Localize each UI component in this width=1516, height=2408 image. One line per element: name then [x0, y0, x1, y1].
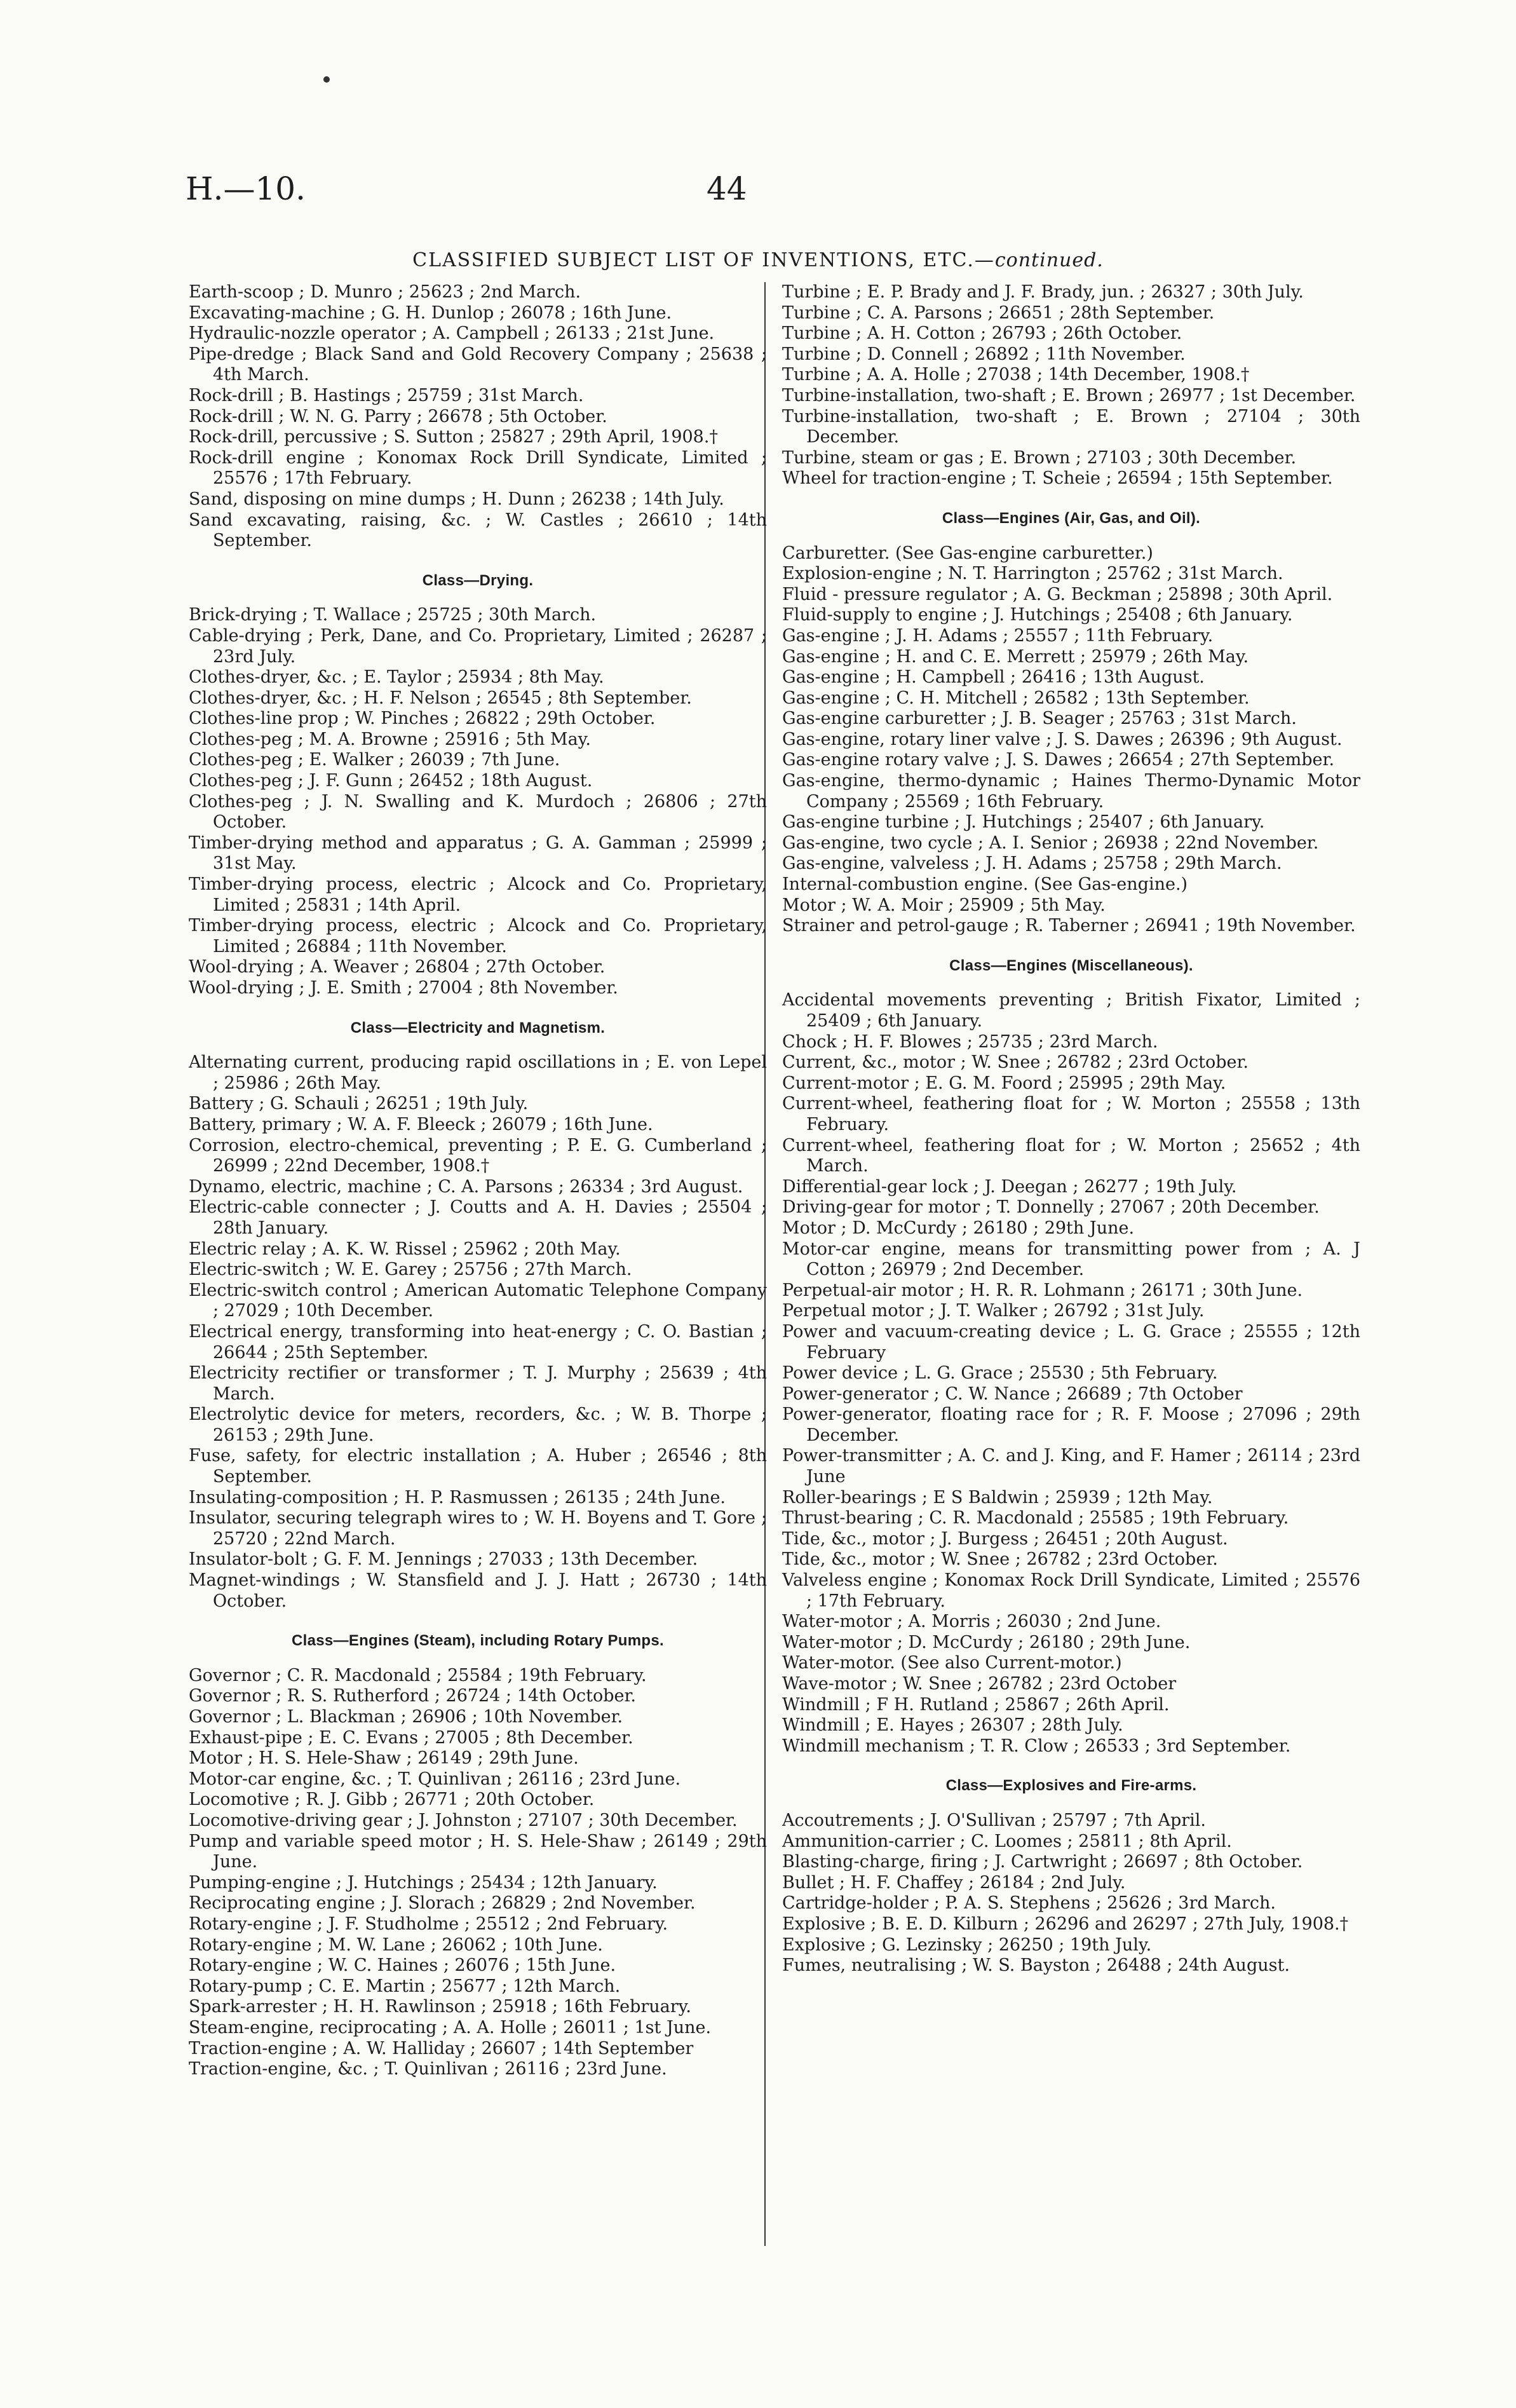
list-item: Gas-engine carburetter ; J. B. Seager ; 25763 ; 31st March. [782, 709, 1297, 729]
list-item: Chock ; H. F. Blowes ; 25735 ; 23rd March. [782, 1031, 1158, 1052]
list-item: Motor ; H. S. Hele-Shaw ; 26149 ; 29th June. [189, 1748, 579, 1769]
list-item: Blasting-charge, firing ; J. Cartwright ; 26697 ; 8th October. [782, 1852, 1303, 1872]
list-item: Timber-drying process, electric ; Alcock and Co. Proprietary, Limited ; 26884 ; 11th November. [189, 916, 767, 956]
list-item: Battery, primary ; W. A. F. Bleeck ; 26079 ; 16th June. [189, 1114, 653, 1134]
list-item: Traction-engine ; A. W. Halliday ; 26607 ; 14th September [189, 2038, 694, 2058]
list-item: Gas-engine ; H. Campbell ; 26416 ; 13th August. [782, 667, 1205, 688]
list-item: Cable-drying ; Perk, Dane, and Co. Proprietary, Limited ; 26287 ; 23rd July. [189, 625, 767, 667]
list-item: Governor ; R. S. Rutherford ; 26724 ; 14th October. [189, 1686, 636, 1706]
list-item: Electric-switch control ; American Automatic Telephone Company ; 27029 ; 10th December. [189, 1280, 767, 1321]
series-number: H.—10. [186, 170, 306, 207]
list-item: Cartridge-holder ; P. A. S. Stephens ; 25626 ; 3rd March. [782, 1893, 1276, 1914]
list-item: Pump and variable speed motor ; H. S. Hele-Shaw ; 26149 ; 29th June. [189, 1831, 767, 1872]
list-item: Turbine, steam or gas ; E. Brown ; 27103 ; 30th December. [782, 447, 1297, 468]
list-item: Fluid-supply to engine ; J. Hutchings ; 25408 ; 6th January. [782, 605, 1293, 625]
list-item: Gas-engine ; H. and C. E. Merrett ; 25979 ; 26th May. [782, 646, 1249, 667]
list-item: Ammunition-carrier ; C. Loomes ; 25811 ; 8th April. [782, 1831, 1232, 1851]
list-item: Accidental movements preventing ; British Fixator, Limited ; 25409 ; 6th January. [782, 990, 1360, 1031]
list-item: Water-motor ; D. McCurdy ; 26180 ; 29th June. [782, 1632, 1191, 1652]
list-item: Steam-engine, reciprocating ; A. A. Holle ; 26011 ; 1st June. [189, 2017, 712, 2037]
list-item: Tide, &c., motor ; W. Snee ; 26782 ; 23rd October. [782, 1549, 1218, 1570]
list-item: Current-motor ; E. G. M. Foord ; 25995 ; 29th May. [782, 1073, 1226, 1093]
list-item: Thrust-bearing ; C. R. Macdonald ; 25585 ; 19th February. [782, 1508, 1289, 1528]
list-item: Timber-drying method and apparatus ; G. A. Gamman ; 25999 ; 31st May. [189, 833, 767, 874]
list-item: Gas-engine, valveless ; J. H. Adams ; 25758 ; 29th March. [782, 854, 1282, 874]
section-heading: Class—Engines (Air, Gas, and Oil). [942, 509, 1201, 527]
list-item: Hydraulic-nozzle operator ; A. Campbell ; 26133 ; 21st June. [189, 323, 715, 344]
list-item: Clothes-peg ; M. A. Browne ; 25916 ; 5th May. [189, 729, 591, 749]
list-item: Rotary-engine ; W. C. Haines ; 26076 ; 15th June. [189, 1956, 616, 1976]
list-item: Excavating-machine ; G. H. Dunlop ; 26078 ; 16th June. [189, 303, 672, 323]
list-item: Insulating-composition ; H. P. Rasmussen ; 26135 ; 24th June. [189, 1487, 726, 1507]
list-item: Electric-switch ; W. E. Garey ; 25756 ; 27th March. [189, 1260, 632, 1280]
list-item: Internal-combustion engine. (See Gas-engine.) [782, 874, 1188, 895]
section-heading: Class—Drying. [422, 571, 534, 589]
list-item: Turbine ; E. P. Brady and J. F. Brady, jun. ; 26327 ; 30th July. [782, 282, 1304, 302]
list-item: Perpetual-air motor ; H. R. R. Lohmann ; 26171 ; 30th June. [782, 1280, 1303, 1300]
list-item: Spark-arrester ; H. H. Rawlinson ; 25918 ; 16th February. [189, 1997, 691, 2017]
list-item: Strainer and petrol-gauge ; R. Taberner ; 26941 ; 19th November. [782, 916, 1356, 936]
list-item: Clothes-line prop ; W. Pinches ; 26822 ; 29th October. [189, 709, 656, 729]
list-item: Accoutrements ; J. O'Sullivan ; 25797 ; 7th April. [782, 1810, 1206, 1830]
list-item: Current-wheel, feathering float for ; W. Morton ; 25652 ; 4th March. [782, 1135, 1360, 1176]
list-item: Earth-scoop ; D. Munro ; 25623 ; 2nd March. [189, 282, 581, 302]
list-item: Wheel for traction-engine ; T. Scheie ; 26594 ; 15th September. [782, 468, 1333, 489]
list-item: Turbine-installation, two-shaft ; E. Brown ; 26977 ; 1st December. [782, 385, 1356, 405]
list-item: Motor ; W. A. Moir ; 25909 ; 5th May. [782, 895, 1106, 915]
list-item: Electricity rectifier or transformer ; T. J. Murphy ; 25639 ; 4th March. [189, 1363, 767, 1404]
list-item: Current-wheel, feathering float for ; W. Morton ; 25558 ; 13th February. [782, 1094, 1360, 1134]
class-section [782, 508, 1360, 937]
list-item: Corrosion, electro-chemical, preventing ; P. E. G. Cumberland ; 26999 ; 22nd December, 1908.† [189, 1135, 767, 1176]
intro-entry-list [782, 282, 1360, 489]
right-column [782, 282, 1360, 1976]
list-item: Gas-engine, rotary liner valve ; J. S. Dawes ; 26396 ; 9th August. [782, 729, 1343, 749]
list-item: Rotary-pump ; C. E. Martin ; 25677 ; 12th March. [189, 1976, 621, 1996]
list-item: Water-motor ; A. Morris ; 26030 ; 2nd June. [782, 1612, 1161, 1632]
list-item: Electric-cable connecter ; J. Coutts and A. H. Davies ; 25504 ; 28th January. [189, 1197, 767, 1238]
list-item: Valveless engine ; Konomax Rock Drill Syndicate, Limited ; 25576 ; 17th February. [782, 1570, 1360, 1611]
list-item: Motor-car engine, means for transmitting power from ; A. J Cotton ; 26979 ; 2nd December. [782, 1239, 1360, 1280]
list-item: Magnet-windings ; W. Stansfield and J. J. Hatt ; 26730 ; 14th October. [189, 1570, 767, 1611]
list-item: Clothes-dryer, &c. ; E. Taylor ; 25934 ; 8th May. [189, 667, 604, 688]
section-heading: Class—Electricity and Magnetism. [350, 1019, 606, 1037]
list-item: Exhaust-pipe ; E. C. Evans ; 27005 ; 8th December. [189, 1727, 633, 1748]
list-item: Turbine ; A. H. Cotton ; 26793 ; 26th October. [782, 323, 1182, 344]
list-item: Bullet ; H. F. Chaffey ; 26184 ; 2nd July. [782, 1872, 1126, 1893]
list-item: Turbine-installation, two-shaft ; E. Brown ; 27104 ; 30th December. [782, 406, 1360, 447]
list-item: Tide, &c., motor ; J. Burgess ; 26451 ; 20th August. [782, 1528, 1228, 1549]
list-item: Rock-drill, percussive ; S. Sutton ; 25827 ; 29th April, 1908.† [189, 427, 718, 447]
list-item: Clothes-peg ; J. N. Swalling and K. Murdoch ; 26806 ; 27th October. [189, 791, 767, 833]
class-section [782, 1776, 1360, 1976]
list-item: Power and vacuum-creating device ; L. G. Grace ; 25555 ; 12th February [782, 1321, 1360, 1363]
list-item: Power-transmitter ; A. C. and J. King, and F. Hamer ; 26114 ; 23rd June [782, 1446, 1360, 1487]
list-item: Electric relay ; A. K. W. Rissel ; 25962 ; 20th May. [189, 1239, 621, 1259]
list-item: Wool-drying ; J. E. Smith ; 27004 ; 8th November. [189, 978, 618, 998]
list-item: Power-generator, floating race for ; R. F. Moose ; 27096 ; 29th December. [782, 1405, 1360, 1445]
list-item: Electrolytic device for meters, recorders, &c. ; W. B. Thorpe ; 26153 ; 29th June. [189, 1405, 767, 1445]
list-item: Locomotive-driving gear ; J. Johnston ; 27107 ; 30th December. [189, 1810, 738, 1830]
list-item: Sand excavating, raising, &c. ; W. Castles ; 26610 ; 14th September. [189, 510, 767, 551]
list-item: Wool-drying ; A. Weaver ; 26804 ; 27th October. [189, 957, 606, 977]
list-item: Clothes-peg ; E. Walker ; 26039 ; 7th June. [189, 750, 560, 770]
list-item: Windmill ; F H. Rutland ; 25867 ; 26th April. [782, 1694, 1170, 1715]
page-title-text: CLASSIFIED SUBJECT LIST OF INVENTIONS, ETC.— [412, 249, 995, 271]
list-item: Explosion-engine ; N. T. Harrington ; 25762 ; 31st March. [782, 564, 1283, 584]
list-item: Motor ; D. McCurdy ; 26180 ; 29th June. [782, 1218, 1135, 1238]
list-item: Brick-drying ; T. Wallace ; 25725 ; 30th March. [189, 605, 597, 625]
list-item: Rock-drill ; W. N. G. Parry ; 26678 ; 5th October. [189, 406, 607, 426]
list-item: Insulator-bolt ; G. F. M. Jennings ; 27033 ; 13th December. [189, 1549, 698, 1570]
list-item: Clothes-peg ; J. F. Gunn ; 26452 ; 18th August. [189, 771, 593, 791]
list-item: Explosive ; G. Lezinsky ; 26250 ; 19th July. [782, 1935, 1152, 1955]
list-item: Fuse, safety, for electric installation ; A. Huber ; 26546 ; 8th September. [189, 1446, 767, 1487]
list-item: Gas-engine ; J. H. Adams ; 25557 ; 11th February. [782, 625, 1214, 646]
list-item: Windmill mechanism ; T. R. Clow ; 26533 ; 3rd September. [782, 1736, 1291, 1756]
list-item: Turbine ; C. A. Parsons ; 26651 ; 28th September. [782, 303, 1215, 323]
list-item: Gas-engine rotary valve ; J. S. Dawes ; 26654 ; 27th September. [782, 750, 1335, 770]
list-item: Explosive ; B. E. D. Kilburn ; 26296 and 26297 ; 27th July, 1908.† [782, 1914, 1349, 1934]
page-title [0, 249, 1516, 271]
list-item: Current, &c., motor ; W. Snee ; 26782 ; 23rd October. [782, 1052, 1249, 1073]
class-section [189, 1018, 767, 1612]
page-title-continued: continued. [994, 249, 1104, 271]
list-item: Windmill ; E. Hayes ; 26307 ; 28th July. [782, 1715, 1123, 1736]
list-item: Dynamo, electric, machine ; C. A. Parsons ; 26334 ; 3rd August. [189, 1176, 743, 1197]
list-item: Locomotive ; R. J. Gibb ; 26771 ; 20th October. [189, 1790, 595, 1810]
class-section [189, 571, 767, 999]
list-item: Fumes, neutralising ; W. S. Bayston ; 26488 ; 24th August. [782, 1956, 1290, 1976]
page-number: 44 [707, 170, 747, 207]
list-item: Power device ; L. G. Grace ; 25530 ; 5th February. [782, 1363, 1218, 1384]
list-item: Clothes-dryer, &c. ; H. F. Nelson ; 26545 ; 8th September. [189, 688, 692, 708]
class-section [189, 1631, 767, 2079]
list-item: Pumping-engine ; J. Hutchings ; 25434 ; 12th January. [189, 1872, 658, 1893]
section-heading: Class—Explosives and Fire-arms. [945, 1777, 1197, 1795]
section-heading: Class—Engines (Miscellaneous). [949, 956, 1193, 974]
section-heading: Class—Engines (Steam), including Rotary Pumps. [292, 1632, 664, 1650]
list-item: Rotary-engine ; J. F. Studholme ; 25512 ; 2nd February. [189, 1914, 668, 1934]
list-item: Rotary-engine ; M. W. Lane ; 26062 ; 10th June. [189, 1935, 603, 1955]
list-item: Turbine ; A. A. Holle ; 27038 ; 14th December, 1908.† [782, 365, 1250, 385]
list-item: Water-motor. (See also Current-motor.) [782, 1653, 1122, 1673]
list-item: Differential-gear lock ; J. Deegan ; 26277 ; 19th July. [782, 1176, 1237, 1197]
list-item: Traction-engine, &c. ; T. Quinlivan ; 26116 ; 23rd June. [189, 2059, 667, 2079]
list-item: Rock-drill engine ; Konomax Rock Drill Syndicate, Limited ; 25576 ; 17th February. [189, 447, 767, 489]
list-item: Timber-drying process, electric ; Alcock and Co. Proprietary, Limited ; 25831 ; 14th April. [189, 874, 767, 915]
list-item: Sand, disposing on mine dumps ; H. Dunn ; 26238 ; 14th July. [189, 489, 724, 509]
list-item: Wave-motor ; W. Snee ; 26782 ; 23rd October [782, 1674, 1177, 1694]
list-item: Power-generator ; C. W. Nance ; 26689 ; 7th October [782, 1384, 1243, 1404]
list-item: Reciprocating engine ; J. Slorach ; 26829 ; 2nd November. [189, 1893, 696, 1914]
list-item: Gas-engine, two cycle ; A. I. Senior ; 26938 ; 22nd November. [782, 833, 1319, 853]
intro-entry-list [189, 282, 767, 552]
list-item: Gas-engine ; C. H. Mitchell ; 26582 ; 13th September. [782, 688, 1250, 708]
list-item: Gas-engine, thermo-dynamic ; Haines Thermo-Dynamic Motor Company ; 25569 ; 16th February. [782, 771, 1360, 812]
list-item: Roller-bearings ; E S Baldwin ; 25939 ; 12th May. [782, 1487, 1213, 1507]
list-item: Perpetual motor ; J. T. Walker ; 26792 ; 31st July. [782, 1301, 1205, 1321]
list-item: Governor ; C. R. Macdonald ; 25584 ; 19th February. [189, 1665, 647, 1685]
list-item: Motor-car engine, &c. ; T. Quinlivan ; 26116 ; 23rd June. [189, 1769, 681, 1789]
list-item: Fluid - pressure regulator ; A. G. Beckman ; 25898 ; 30th April. [782, 584, 1333, 604]
list-item: Gas-engine turbine ; J. Hutchings ; 25407 ; 6th January. [782, 812, 1265, 833]
list-item: Turbine ; D. Connell ; 26892 ; 11th November. [782, 344, 1186, 364]
list-item: Pipe-dredge ; Black Sand and Gold Recovery Company ; 25638 ; 4th March. [189, 344, 767, 385]
class-section [782, 956, 1360, 1757]
list-item: Governor ; L. Blackman ; 26906 ; 10th November. [189, 1707, 623, 1727]
left-column [189, 282, 767, 2080]
list-item: Alternating current, producing rapid oscillations in ; E. von Lepel ; 25986 ; 26th May. [189, 1052, 767, 1093]
stray-mark [323, 76, 330, 83]
list-item: Electrical energy, transforming into heat-energy ; C. O. Bastian ; 26644 ; 25th September. [189, 1321, 767, 1363]
list-item: Battery ; G. Schauli ; 26251 ; 19th July. [189, 1094, 529, 1114]
list-item: Carburetter. (See Gas-engine carburetter.) [782, 543, 1153, 563]
list-item: Insulator, securing telegraph wires to ; W. H. Boyens and T. Gore ; 25720 ; 22nd March. [189, 1508, 767, 1549]
list-item: Driving-gear for motor ; T. Donnelly ; 27067 ; 20th December. [782, 1197, 1320, 1218]
list-item: Rock-drill ; B. Hastings ; 25759 ; 31st March. [189, 385, 584, 405]
